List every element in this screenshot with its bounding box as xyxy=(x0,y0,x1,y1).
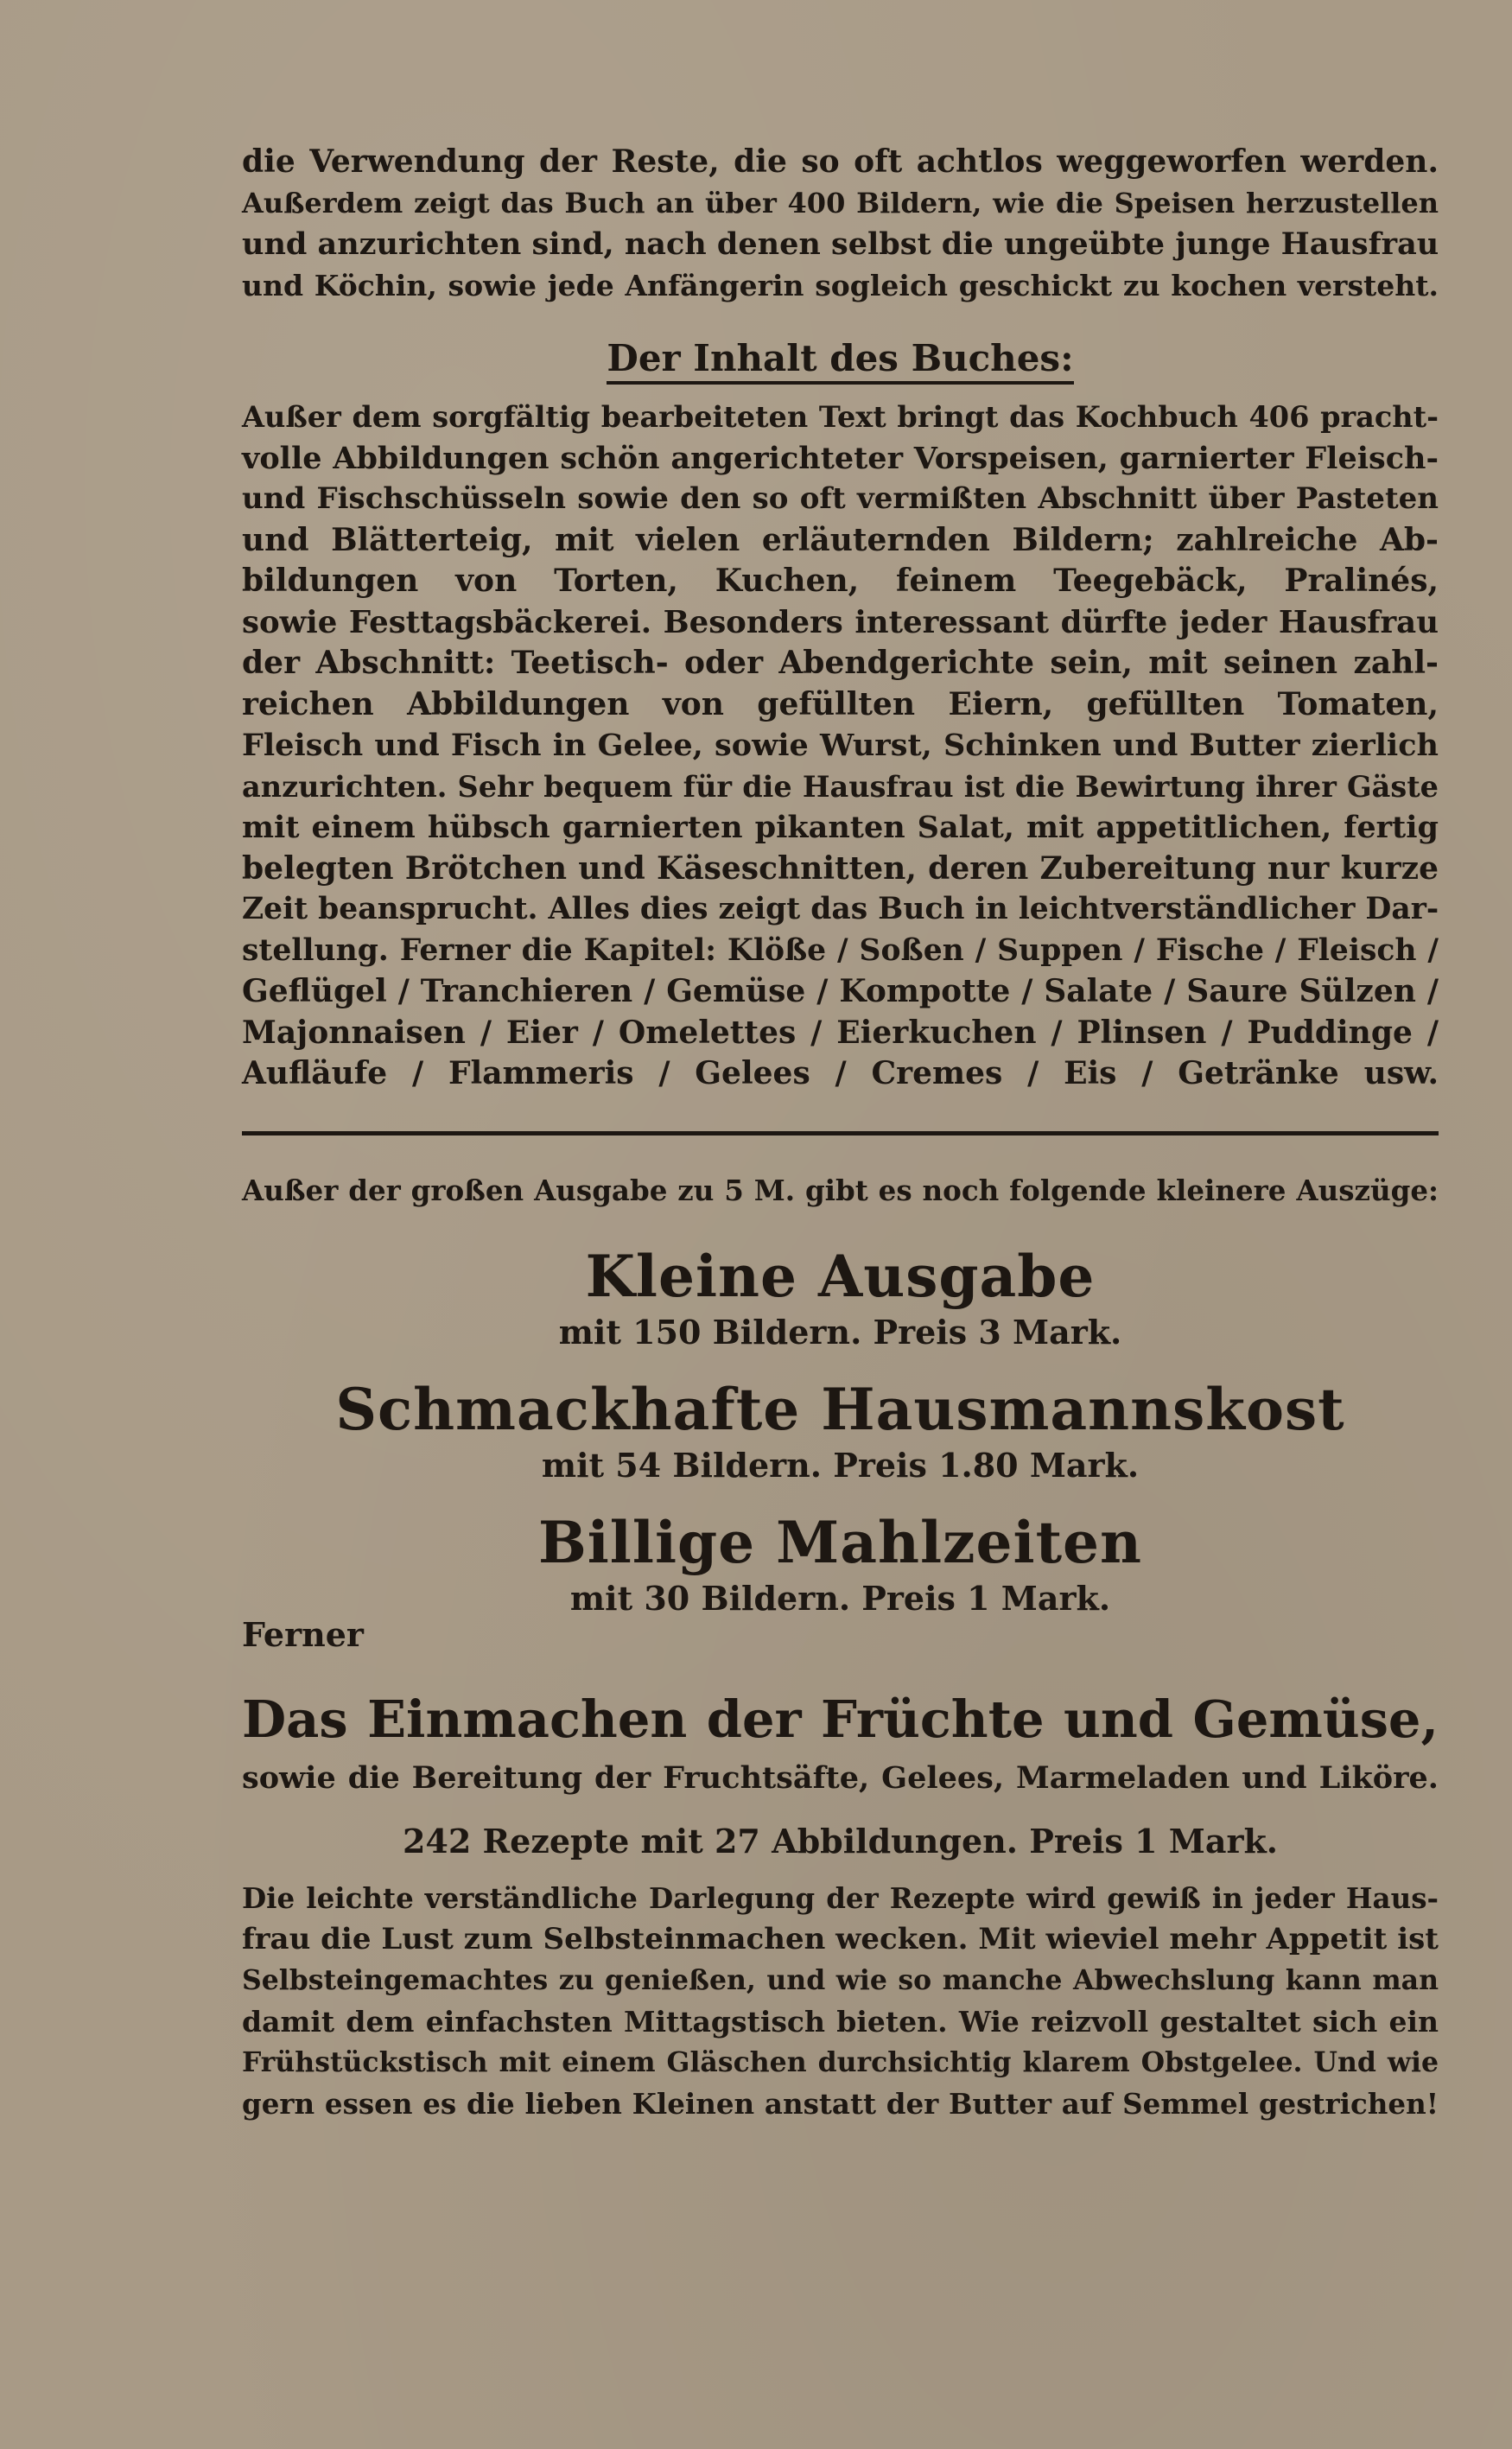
text-line: und Köchin, sowie jede Anfängerin sogleich geschickt zu kochen versteht. xyxy=(242,268,1439,302)
text-line: Zeit beansprucht. Alles dies zeigt das Buch in leichtverständlicher Dar- xyxy=(242,892,1439,926)
text-line: der Abschnitt: Teetisch- oder Abendgerichte sein, mit seinen zahl- xyxy=(242,645,1439,681)
intro-paragraph xyxy=(242,142,1439,306)
text-line: Fleisch und Fisch in Gelee, sowie Wurst, Schinken und Butter zierlich xyxy=(242,728,1439,763)
text-line: Außer der großen Ausgabe zu 5 M. gibt es noch folgende kleinere Auszüge: xyxy=(242,1173,1439,1207)
text-line: belegten Brötchen und Käseschnitten, deren Zubereitung nur kurze xyxy=(242,849,1439,887)
editions-intro xyxy=(242,1170,1439,1212)
edition-detail: mit 150 Bildern. Preis 3 Mark. xyxy=(558,1313,1122,1352)
text-line: Die leichte verständliche Darlegung der Rezepte wird gewiß in jeder Haus- xyxy=(242,1881,1439,1915)
text-line: frau die Lust zum Selbsteinmachen wecken. Mit wieviel mehr Appetit ist xyxy=(242,1921,1439,1956)
text-line: bildungen von Torten, Kuchen, feinem Teegebäck, Pralinés, xyxy=(242,563,1439,599)
edition-title: Kleine Ausgabe xyxy=(585,1243,1096,1310)
text-line: Außer dem sorgfältig bearbeiteten Text bringt das Kochbuch 406 pracht- xyxy=(242,400,1439,434)
further-title: Das Einmachen der Früchte und Gemüse, xyxy=(242,1689,1439,1749)
text-line: und Blätterteig, mit vielen erläuternden Bildern; zahlreiche Ab- xyxy=(242,521,1439,558)
further-paragraph xyxy=(242,1878,1439,2124)
text-line: Selbsteingemachtes zu genießen, und wie so manche Abwechslung kann man xyxy=(242,1964,1439,1996)
text-line: Frühstückstisch mit einem Gläschen durchsichtig klarem Obstgelee. Und wie xyxy=(242,2046,1439,2078)
further-detail: 242 Rezepte mit 27 Abbildungen. Preis 1 Mark. xyxy=(402,1822,1279,1861)
contents-heading xyxy=(242,337,1439,379)
text-line: stellung. Ferner die Kapitel: Klöße / Soßen / Suppen / Fische / Fleisch / xyxy=(242,932,1439,968)
text-line: die Verwendung der Reste, die so oft achtlos weggeworfen werden. xyxy=(242,143,1439,180)
text-line: Majonnaisen / Eier / Omelettes / Eierkuchen / Plinsen / Puddinge / xyxy=(242,1014,1439,1051)
text-line: reichen Abbildungen von gefüllten Eiern, gefüllten Tomaten, xyxy=(242,685,1439,722)
text-line: und anzurichten sind, nach denen selbst die ungeübte junge Hausfrau xyxy=(242,226,1439,262)
further-label: Ferner xyxy=(242,1615,364,1654)
contents-heading-text: Der Inhalt des Buches: xyxy=(607,337,1073,385)
text-line: Geflügel / Tranchieren / Gemüse / Kompotte / Salate / Saure Sülzen / xyxy=(242,973,1439,1009)
text-line: sowie Festtagsbäckerei. Besonders interessant dürfte jeder Hausfrau xyxy=(242,604,1439,640)
edition-detail: mit 54 Bildern. Preis 1.80 Mark. xyxy=(541,1446,1140,1485)
text-line: mit einem hübsch garnierten pikanten Salat, mit appetitlichen, fertig xyxy=(242,810,1439,845)
contents-paragraph xyxy=(242,397,1439,1095)
text-line: volle Abbildungen schön angerichteter Vorspeisen, garnierter Fleisch- xyxy=(242,440,1439,476)
text-line: gern essen es die lieben Kleinen anstatt der Butter auf Semmel gestrichen! xyxy=(242,2086,1439,2121)
text-line: damit dem einfachsten Mittagstisch bieten. Wie reizvoll gestaltet sich ein xyxy=(242,2004,1439,2039)
text-line: anzurichten. Sehr bequem für die Hausfrau ist die Bewirtung ihrer Gäste xyxy=(242,769,1439,804)
divider-rule xyxy=(242,1131,1439,1135)
text-line: und Fischschüsseln sowie den so oft vermißten Abschnitt über Pasteten xyxy=(242,481,1439,516)
edition-title: Billige Mahlzeiten xyxy=(537,1509,1143,1576)
further-subtitle: sowie die Bereitung der Fruchtsäfte, Gelees, Marmeladen und Liköre. xyxy=(242,1760,1439,1796)
edition-title: Schmackhafte Hausmannskost xyxy=(335,1376,1345,1443)
page xyxy=(242,130,1439,2124)
text-line: Aufläufe / Flammeris / Gelees / Cremes / Eis / Getränke usw. xyxy=(242,1055,1439,1091)
text-line: Außerdem zeigt das Buch an über 400 Bildern, wie die Speisen herzustellen xyxy=(242,186,1439,219)
edition-detail: mit 30 Bildern. Preis 1 Mark. xyxy=(569,1579,1111,1618)
